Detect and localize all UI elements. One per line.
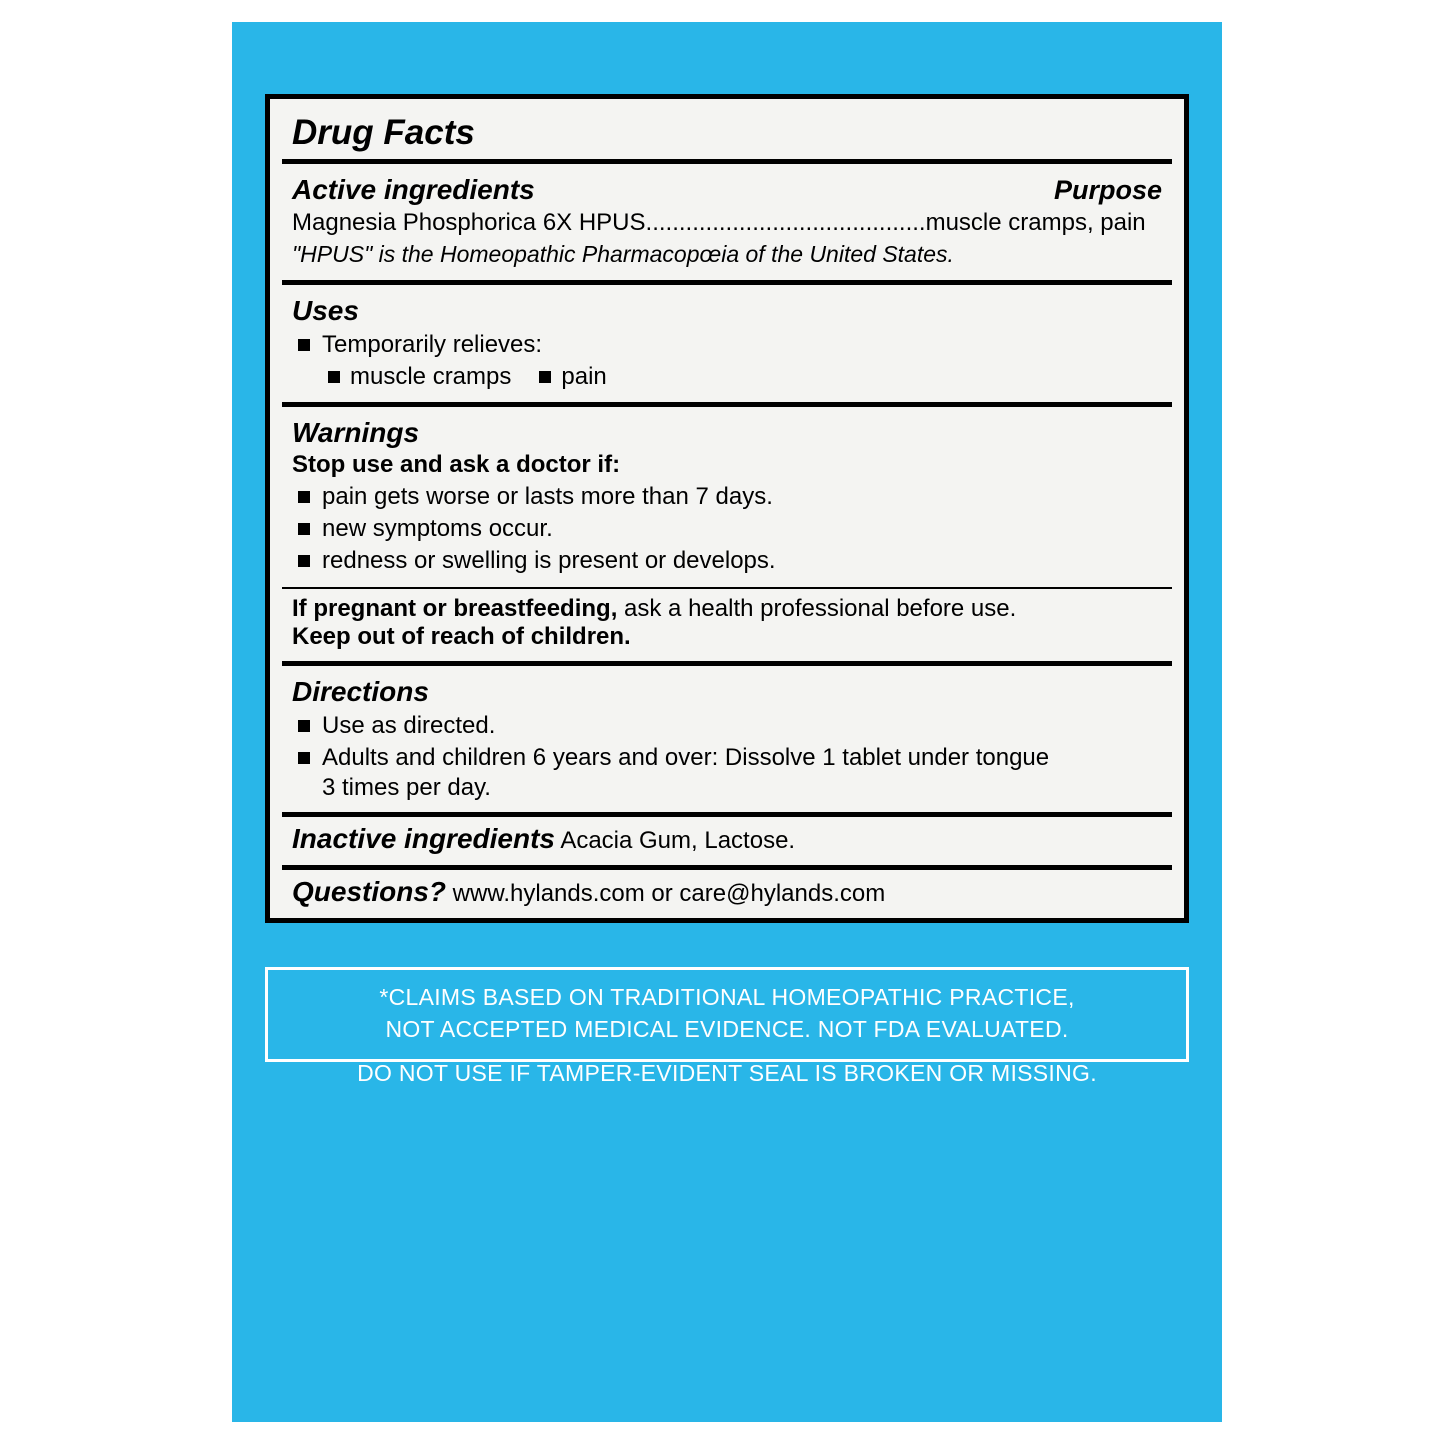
pregnancy-warning-bold: If pregnant or breastfeeding, <box>292 595 618 623</box>
uses-lead: Temporarily relieves: <box>322 330 543 358</box>
stop-use-item-1: new symptoms occur. <box>322 515 553 543</box>
bullet-square-icon <box>298 491 310 503</box>
list-item <box>535 361 606 393</box>
drug-facts-title: Drug Facts <box>292 113 475 152</box>
stop-use-item-0: pain gets worse or lasts more than 7 days. <box>322 483 773 511</box>
claims-line-2: NOT ACCEPTED MEDICAL EVIDENCE. NOT FDA EVALUATED. <box>385 1015 1069 1042</box>
list-item <box>292 545 1162 577</box>
package-panel <box>232 22 1222 1422</box>
questions-contact-text: www.hylands.com or care@hylands.com <box>446 879 886 907</box>
active-ingredients-headrow <box>292 170 1162 208</box>
bullet-square-icon <box>298 523 310 535</box>
directions-list <box>292 710 1162 774</box>
uses-list <box>292 329 1162 361</box>
keep-out-of-reach: Keep out of reach of children. <box>292 623 631 651</box>
stop-use-item-2: redness or swelling is present or develops. <box>322 547 776 575</box>
bullet-square-icon <box>298 555 310 567</box>
list-item <box>292 513 1162 545</box>
directions-heading: Directions <box>292 676 429 708</box>
claims-line-1: *CLAIMS BASED ON TRADITIONAL HOMEOPATHIC PRACTICE, <box>379 984 1075 1010</box>
list-item <box>292 481 1162 513</box>
claims-disclaimer-box <box>265 967 1189 1062</box>
list-item <box>292 742 1162 774</box>
inactive-ingredients-text: Acacia Gum, Lactose. <box>554 826 796 854</box>
uses-heading: Uses <box>292 294 359 326</box>
directions-item-1: Adults and children 6 years and over: Dissolve 1 tablet under tongue <box>322 744 1050 772</box>
uses-item-1: pain <box>561 362 607 390</box>
uses-item-0: muscle cramps <box>350 362 512 390</box>
section-uses <box>270 285 1184 403</box>
inactive-ingredients-heading: Inactive ingredients <box>292 822 555 854</box>
bullet-square-icon <box>298 339 310 351</box>
list-item <box>292 710 1162 742</box>
stop-use-lead: Stop use and ask a doctor if: <box>292 451 621 479</box>
section-questions <box>270 870 1184 918</box>
active-ingredient-line: Magnesia Phosphorica 6X HPUS..........................................muscle cramps, pain <box>292 209 1146 236</box>
pregnancy-warning-rest: ask a health professional before use. <box>617 595 1017 623</box>
section-inactive-ingredients <box>270 817 1184 865</box>
hpus-note: "HPUS" is the Homeopathic Pharmacopœia of the United States. <box>292 240 954 267</box>
uses-sublist <box>324 361 1162 393</box>
questions-heading: Questions? <box>292 875 447 907</box>
section-warnings <box>270 407 1184 587</box>
section-directions <box>270 666 1184 812</box>
bullet-square-icon <box>298 720 310 732</box>
warnings-heading: Warnings <box>292 417 420 449</box>
bullet-square-icon <box>539 371 551 383</box>
section-active-ingredients <box>270 164 1184 280</box>
pregnancy-warning <box>292 595 1162 623</box>
list-item <box>292 329 1162 361</box>
drug-facts-panel <box>265 94 1189 923</box>
active-ingredients-heading: Active ingredients <box>292 174 535 205</box>
bullet-square-icon <box>328 371 340 383</box>
stop-use-list <box>292 481 1162 577</box>
purpose-heading: Purpose <box>1053 175 1162 205</box>
list-item <box>324 361 511 393</box>
directions-item-1-continuation: 3 times per day. <box>322 773 491 801</box>
section-warnings-extra <box>270 589 1184 661</box>
bullet-square-icon <box>298 752 310 764</box>
directions-item-0: Use as directed. <box>322 712 496 740</box>
tamper-evident-notice: DO NOT USE IF TAMPER-EVIDENT SEAL IS BROKEN OR MISSING. <box>357 1060 1097 1086</box>
